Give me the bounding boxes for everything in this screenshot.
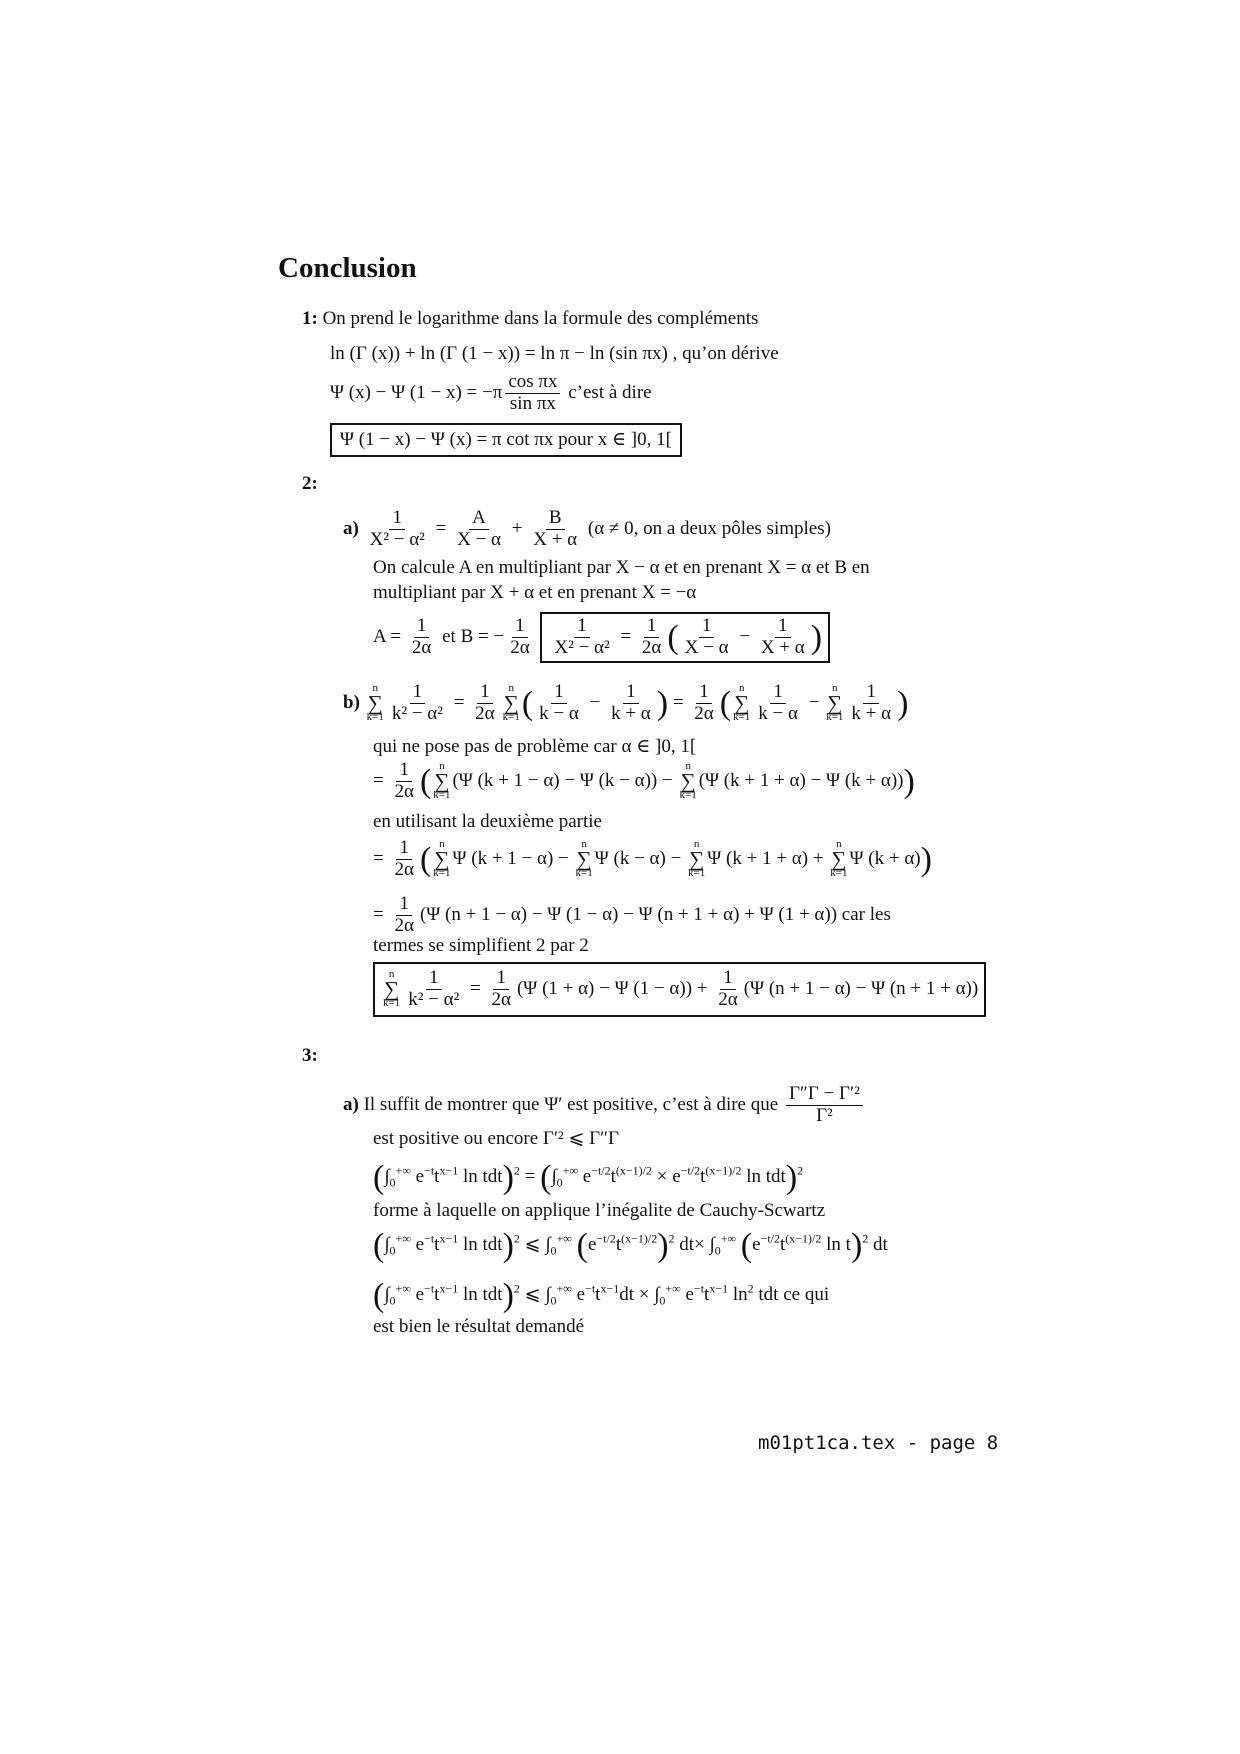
q1-line2: ln (Γ (x)) + ln (Γ (1 − x)) = ln π − ln (sin πx) , qu’on dérive bbox=[330, 343, 779, 364]
q2b-line3: = $\frac{1}{2\alpha}$ ( n ∑ k=1 (Ψ (k + 1 − α) − Ψ (k − α)) − n ∑ k=1 (Ψ (k + 1 + α) − Ψ (k + α))) bbox=[373, 759, 915, 802]
q1-fraction: $\frac{\text{cos πx}}{\text{sin πx}}$ bbox=[505, 372, 560, 415]
q2b-equation: b) n ∑ k=1 $\frac{1}{\text{k² − α²}}$ = $\frac{1}{2\alpha}$ n ∑ k=1 ( $\frac{1}{k - \alpha}$ − $\frac{1}{k + \alpha}$ ) = $\frac{1}{2\alpha}$ ( n ∑ k=1 $\frac{1}{k - \alpha}$ − n ∑ k=1 $\frac{1}{k + \alpha}$ ) bbox=[343, 681, 909, 724]
q3a-line3: ($\int_0^{+\infty}$ $e^{-t}t^{x-1}$ $\ln tdt)^2 = (\int_0^{+\infty}$ $e^{-t/2}t^{(x-1)/2} \times e^{-t/2}t^{(x-1)/2}$ ln tdt)$^2$ bbox=[373, 1159, 804, 1196]
q2b-line5: = $\frac{1}{2\alpha}$ ( n ∑ k=1 Ψ (k + 1 − α) − n ∑ k=1 Ψ (k − α) − n ∑ k=1 Ψ (k + 1 + α) + n ∑ k=1 Ψ (k + α)) bbox=[373, 837, 932, 880]
q2b-boxed-result: n ∑ k=1 $\frac{1}{\text{k² − α²}}$ = $\frac{1}{2\alpha}$ (Ψ (1 + α) − Ψ (1 − α)) + $\frac{1}{2\alpha}$ (Ψ (n + 1 − α) − Ψ (n + 1 + α)) bbox=[373, 962, 986, 1017]
q2b-line6: = $\frac{1}{2\alpha}$ (Ψ (n + 1 − α) − Ψ (1 − α) − Ψ (n + 1 + α) + Ψ (1 + α)) car les bbox=[373, 893, 891, 936]
q2-label: 2: bbox=[302, 473, 318, 494]
q3a-line2: est positive ou encore Γ′² ⩽ Γ″Γ bbox=[373, 1128, 620, 1149]
q3-label: 3: bbox=[302, 1045, 318, 1066]
q2a-line3: multipliant par X + α et en prenant X = −α bbox=[373, 582, 697, 603]
q2b-line4: en utilisant la deuxième partie bbox=[373, 811, 602, 832]
q3a-line6: ($\int_0^{+\infty}$ $e^{-t}t^{x-1}$ ln tdt)$^2$ ⩽ $\int_0^{+\infty}$ $e^{-t}t^{x-1}dt \times \int_0^{+\infty}$ $e^{-t}t^{x-1}$ $\ln^2$ tdt ce qui bbox=[373, 1277, 830, 1314]
q1-line1: 1: On prend le logarithme dans la formule des compléments bbox=[302, 308, 759, 329]
q2a-equation: a) $\frac{1}{\text{X² − α²}}$ = $\frac{A}{X - \alpha}$ + $\frac{B}{X + \alpha}$ (α ≠ 0, on a deux pôles simples) bbox=[343, 507, 831, 550]
section-title: Conclusion bbox=[278, 252, 417, 284]
q3a-line1: a) Il suffit de montrer que Ψ′ est positive, c’est à dire que $\frac{\text{Γ″Γ − Γ′²}}{\text{Γ²}}$ bbox=[343, 1084, 866, 1127]
q3a-line7: est bien le résultat demandé bbox=[373, 1316, 585, 1337]
q1-line3: Ψ (x) − Ψ (1 − x) = −π $\frac{\text{cos πx}}{\text{sin πx}}$ c’est à dire bbox=[330, 371, 652, 414]
q2b-line7: termes se simplifient 2 par 2 bbox=[373, 935, 589, 956]
q3a-line5: ($\int_0^{+\infty}$ $e^{-t}t^{x-1}$ ln tdt)$^2$ ⩽ $\int_0^{+\infty}$ $(e^{-t/2}t^{(x-1)/2})^2$ $dt\times \int_0^{+\infty}$ ($e^{-t/2}t^{(x-1)/2}$ ln t)$^2$ dt bbox=[373, 1227, 888, 1264]
q1-label: 1: bbox=[302, 308, 318, 329]
q2a-result: A = $\frac{1}{2\alpha}$ et B = − $\frac{1}{2\alpha}$ $\frac{1}{\text{X² − α²}}$ = $\frac{1}{2\alpha}$ ( $\frac{1}{X - \alpha}$ − $\frac{1}{X + \alpha}$ ) bbox=[373, 612, 830, 663]
q2a-line2: On calcule A en multipliant par X − α et en prenant X = α et B en bbox=[373, 557, 870, 578]
q3a-line4: forme à laquelle on applique l’inégalite de Cauchy-Scwartz bbox=[373, 1200, 826, 1221]
q2b-line2: qui ne pose pas de problème car α ∈ ]0, 1[ bbox=[373, 736, 697, 757]
q1-boxed-result: Ψ (1 − x) − Ψ (x) = π cot πx pour x ∈ ]0, 1[ bbox=[330, 423, 682, 457]
q2a-boxed: $\frac{1}{\text{X² − α²}}$ = $\frac{1}{2\alpha}$ ( $\frac{1}{X - \alpha}$ − $\frac{1}{X + \alpha}$ ) bbox=[540, 612, 830, 663]
page-footer: m01pt1ca.tex - page 8 bbox=[758, 1432, 999, 1454]
